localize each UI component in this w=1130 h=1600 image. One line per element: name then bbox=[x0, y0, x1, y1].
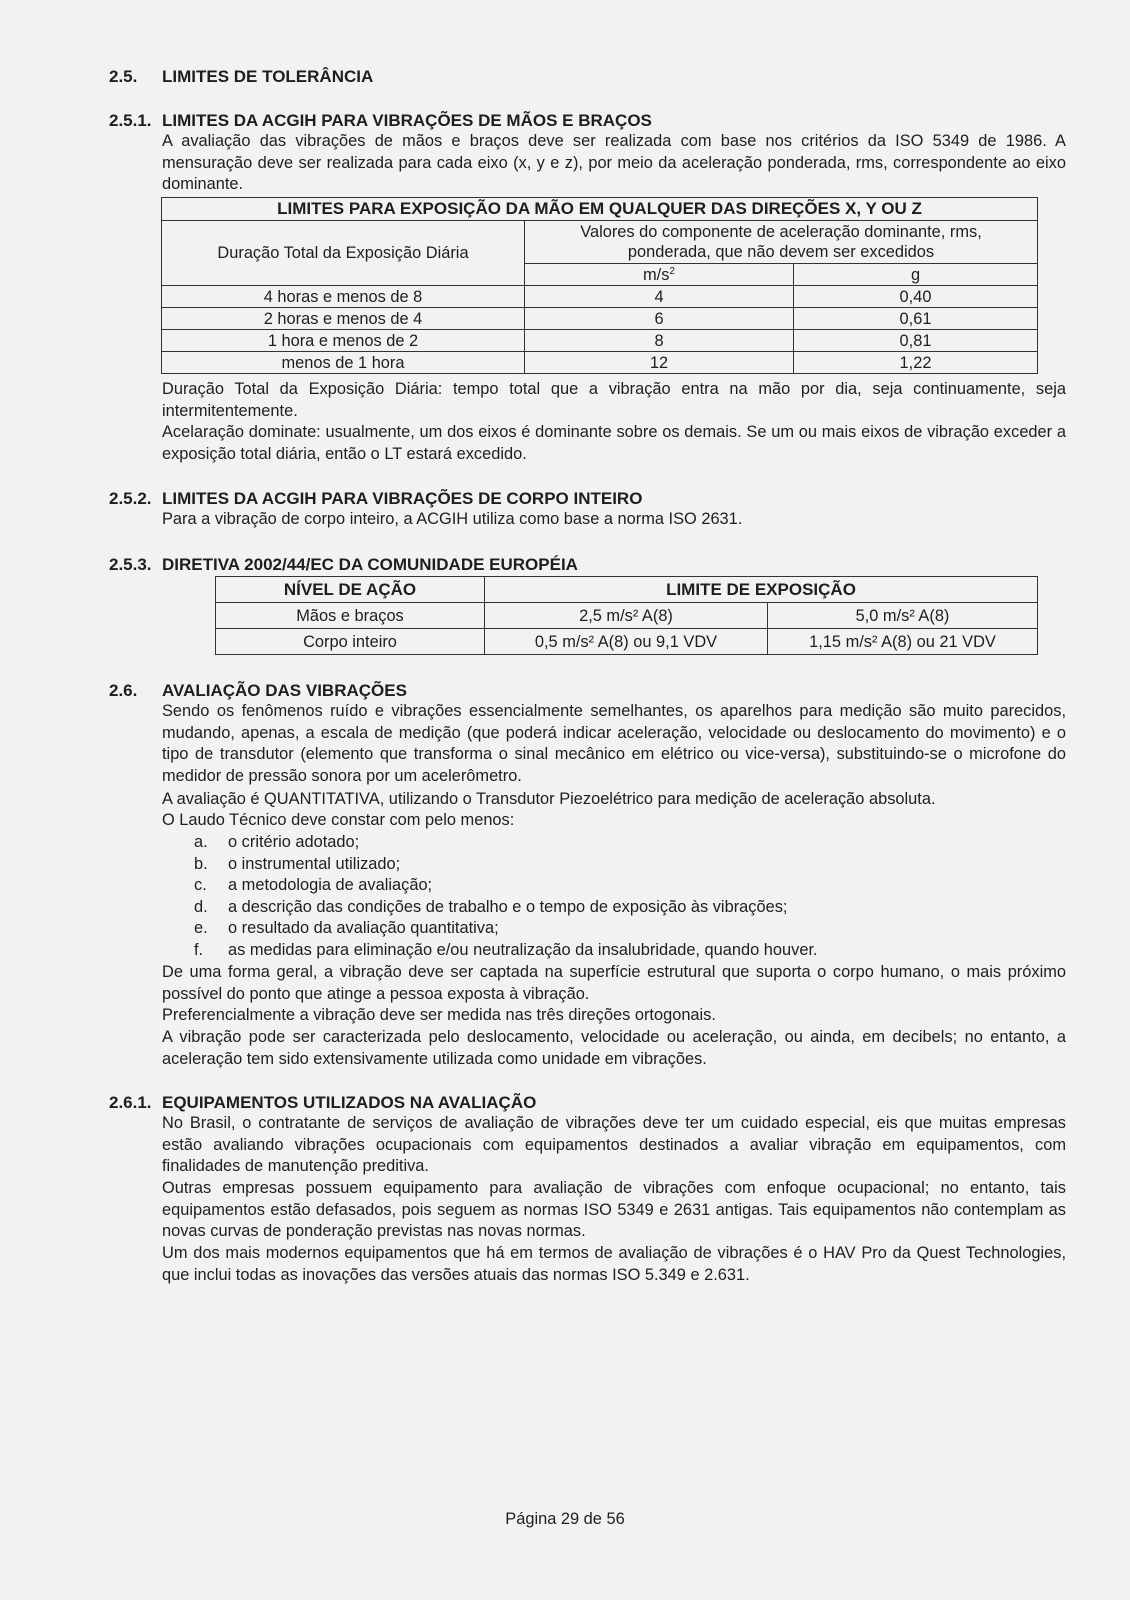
duration-cell: 1 hora e menos de 2 bbox=[162, 330, 525, 352]
table-row bbox=[162, 308, 1038, 330]
table-row bbox=[162, 352, 1038, 374]
section-title: LIMITES DA ACGIH PARA VIBRAÇÕES DE CORPO INTEIRO bbox=[162, 489, 643, 508]
paragraph: Um dos mais modernos equipamentos que há em termos de avaliação de vibrações é o HAV Pro da Quest Technologies, que inclui todas as inovações das versões atuais das normas ISO 5.349 e 2.631. bbox=[162, 1244, 1066, 1284]
paragraph: A avaliação é QUANTITATIVA, utilizando o Transdutor Piezoelétrico para medição de aceleração absoluta. bbox=[162, 790, 936, 808]
section-title: AVALIAÇÃO DAS VIBRAÇÕES bbox=[162, 681, 407, 700]
section-number: 2.5. bbox=[109, 67, 138, 86]
limit-value-cell: 1,15 m/s² A(8) ou 21 VDV bbox=[768, 629, 1038, 655]
ms2-cell: 6 bbox=[525, 308, 794, 330]
section-2-5-2-heading bbox=[109, 488, 642, 509]
report-requirements-list bbox=[192, 832, 1052, 962]
section-number: 2.6. bbox=[109, 681, 138, 700]
body-part-cell: Corpo inteiro bbox=[216, 629, 485, 655]
duration-cell: menos de 1 hora bbox=[162, 352, 525, 374]
paragraph: Preferencialmente a vibração deve ser medida nas três direções ortogonais. bbox=[162, 1006, 716, 1024]
values-header: Valores do componente de aceleração dominante, rms, ponderada, que não devem ser excedidos bbox=[525, 221, 1038, 264]
section-number: 2.5.3. bbox=[109, 555, 152, 574]
list-item: b. o instrumental utilizado; bbox=[194, 854, 401, 873]
ms2-cell: 8 bbox=[525, 330, 794, 352]
table-row bbox=[162, 286, 1038, 308]
section-2-5-heading bbox=[109, 66, 373, 87]
hand-arm-limits-table bbox=[161, 197, 1038, 374]
action-value-cell: 0,5 m/s² A(8) ou 9,1 VDV bbox=[485, 629, 768, 655]
section-title: EQUIPAMENTOS UTILIZADOS NA AVALIAÇÃO bbox=[162, 1093, 537, 1112]
section-number: 2.6.1. bbox=[109, 1093, 152, 1112]
eu-directive-table bbox=[215, 576, 1038, 655]
table-row bbox=[216, 629, 1038, 655]
list-item: d. a descrição das condições de trabalho e o tempo de exposição às vibrações; bbox=[194, 897, 788, 916]
action-level-header: NÍVEL DE AÇÃO bbox=[216, 577, 485, 603]
note-dominant: Acelaração dominate: usualmente, um dos eixos é dominante sobre os demais. Se um ou mais eixos de vibração exceder a exposição total diária, então o LT estará excedido. bbox=[162, 423, 1066, 463]
note-duration: Duração Total da Exposição Diária: tempo total que a vibração entra na mão por dia, seja continuamente, seja intermitentemente. bbox=[162, 380, 1066, 420]
g-cell: 1,22 bbox=[794, 352, 1038, 374]
unit-g-header: g bbox=[794, 264, 1038, 286]
section-2-6-1-heading bbox=[109, 1092, 536, 1113]
section-title: LIMITES DE TOLERÂNCIA bbox=[162, 67, 374, 86]
section-2-6-heading bbox=[109, 680, 407, 701]
body-part-cell: Mãos e braços bbox=[216, 603, 485, 629]
paragraph: O Laudo Técnico deve constar com pelo menos: bbox=[162, 811, 515, 829]
unit-ms2-header: $m/s^2$ bbox=[525, 264, 794, 286]
ms2-cell: 4 bbox=[525, 286, 794, 308]
action-value-cell: 2,5 m/s² A(8) bbox=[485, 603, 768, 629]
paragraph: Sendo os fenômenos ruído e vibrações essencialmente semelhantes, os aparelhos para medição são muito parecidos, mudando, apenas, a escala de medição (que poderá indicar aceleração, velocidade ou deslocamento do movimento) e o tipo de transdutor (elemento que transforma o sinal mecânico em elétrico ou vice-versa), substituindo-se o microfone do medidor de pressão sonora por um acelerômetro. bbox=[162, 702, 1066, 785]
exposure-limit-header: LIMITE DE EXPOSIÇÃO bbox=[485, 577, 1038, 603]
intro-paragraph: A avaliação das vibrações de mãos e braços deve ser realizada com base nos critérios da ISO 5349 de 1986. A mensuração deve ser realizada para cada eixo (x, y e z), por meio da aceleração ponderada, rms, correspondente ao eixo dominante. bbox=[162, 132, 1066, 194]
duration-header: Duração Total da Exposição Diária bbox=[162, 221, 525, 286]
list-item: c. a metodologia de avaliação; bbox=[194, 876, 433, 895]
duration-cell: 2 horas e menos de 4 bbox=[162, 308, 525, 330]
g-cell: 0,40 bbox=[794, 286, 1038, 308]
paragraph: De uma forma geral, a vibração deve ser captada na superfície estrutural que suporta o corpo humano, o mais próximo possível do ponto que atinge a pessoa exposta à vibração. bbox=[162, 963, 1066, 1003]
list-item: e. o resultado da avaliação quantitativa; bbox=[194, 919, 499, 938]
section-2-5-3-heading bbox=[109, 554, 578, 575]
page-footer: Página 29 de 56 bbox=[505, 1510, 625, 1528]
limit-value-cell: 5,0 m/s² A(8) bbox=[768, 603, 1038, 629]
list-item: f. as medidas para eliminação e/ou neutralização da insalubridade, quando houver. bbox=[194, 940, 818, 959]
paragraph: Outras empresas possuem equipamento para avaliação de vibrações com enfoque ocupacional; no entanto, tais equipamentos estão defasados, pois seguem as normas ISO 5349 e 2631 antigas. Tais equipamentos não contemplam as novas curvas de ponderação previstas nas novas normas. bbox=[162, 1179, 1066, 1241]
duration-cell: 4 horas e menos de 8 bbox=[162, 286, 525, 308]
g-cell: 0,81 bbox=[794, 330, 1038, 352]
table-row bbox=[162, 330, 1038, 352]
section-title: DIRETIVA 2002/44/EC DA COMUNIDADE EUROPÉIA bbox=[162, 555, 578, 574]
paragraph: A vibração pode ser caracterizada pelo deslocamento, velocidade ou aceleração, ou ainda, em decibels; no entanto, a aceleração tem sido extensivamente utilizada como unidade em vibrações. bbox=[162, 1028, 1066, 1068]
section-title: LIMITES DA ACGIH PARA VIBRAÇÕES DE MÃOS E BRAÇOS bbox=[162, 111, 652, 130]
table-row bbox=[216, 603, 1038, 629]
g-cell: 0,61 bbox=[794, 308, 1038, 330]
table-title: LIMITES PARA EXPOSIÇÃO DA MÃO EM QUALQUER DAS DIREÇÕES X, Y OU Z bbox=[162, 198, 1038, 221]
paragraph: No Brasil, o contratante de serviços de avaliação de vibrações deve ter um cuidado especial, eis que muitas empresas estão avaliando vibrações ocupacionais com equipamentos destinados a avaliar vibração em equipamentos, com finalidades de manutenção preditiva. bbox=[162, 1114, 1066, 1176]
section-2-5-2-text: Para a vibração de corpo inteiro, a ACGIH utiliza como base a norma ISO 2631. bbox=[162, 510, 743, 528]
section-number: 2.5.1. bbox=[109, 111, 152, 130]
section-2-5-1-heading bbox=[109, 110, 652, 131]
ms2-cell: 12 bbox=[525, 352, 794, 374]
list-item: a. o critério adotado; bbox=[194, 833, 360, 851]
section-number: 2.5.2. bbox=[109, 489, 152, 508]
